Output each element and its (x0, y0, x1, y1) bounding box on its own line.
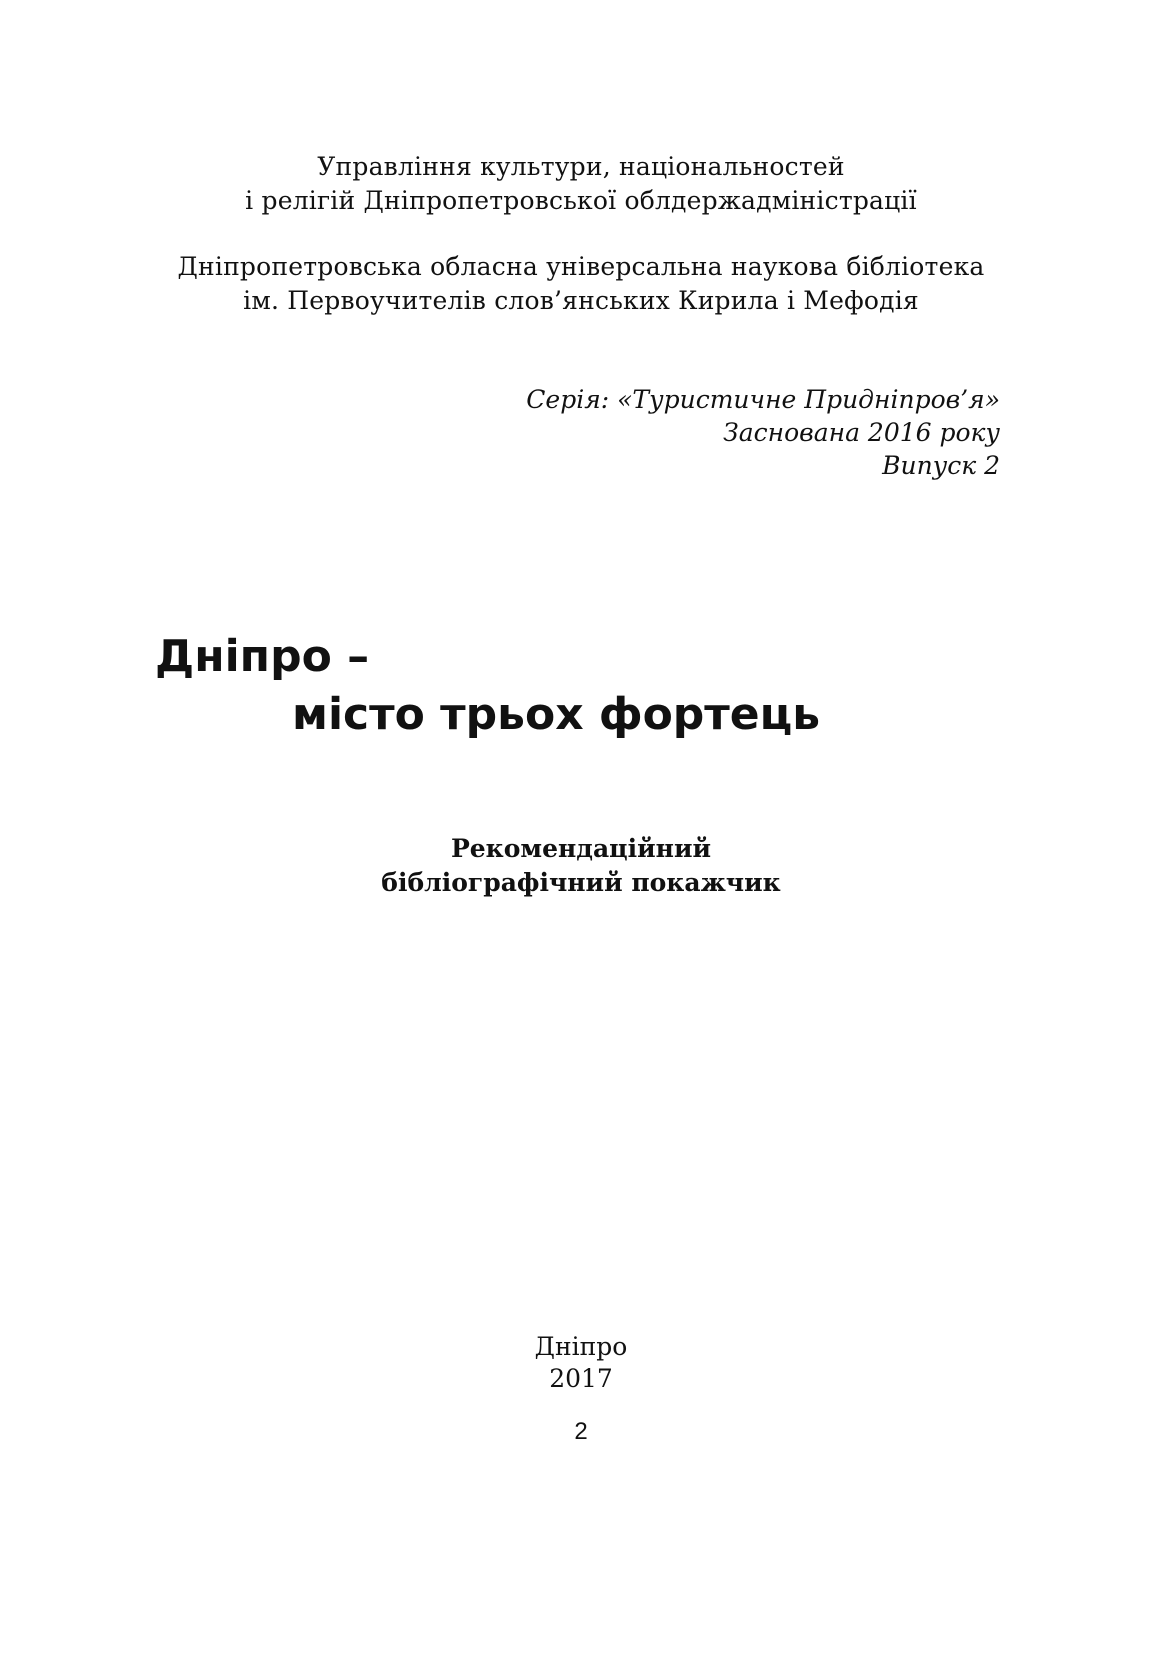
subtitle-line-1: Рекомендаційний (450, 834, 712, 863)
series-issue: Випуск 2 (882, 451, 1000, 480)
library-line-1: Дніпропетровська обласна універсальна наукова бібліотека (177, 252, 985, 281)
organization-line-1: Управління культури, національностей (317, 152, 845, 181)
series-founded: Заснована 2016 року (723, 418, 1000, 447)
imprint-city: Дніпро (534, 1332, 628, 1361)
subtitle-line-2: бібліографічний покажчик (381, 868, 781, 897)
imprint (0, 1331, 1162, 1395)
library-line-2: ім. Первоучителів слов’янських Кирила і Мефодія (243, 286, 919, 315)
title-line-2: місто трьох фортець (292, 689, 821, 740)
organization-header (0, 150, 1162, 218)
organization-line-2: і релігій Дніпропетровської облдержадміністрації (245, 186, 917, 215)
page-number: 2 (574, 1418, 588, 1445)
library-header (0, 250, 1162, 318)
series-name: Серія: «Туристичне Придніпров’я» (526, 385, 1000, 414)
subtitle (0, 832, 1162, 900)
imprint-year: 2017 (549, 1364, 613, 1393)
series-info (0, 383, 1000, 482)
title-line-1: Дніпро – (155, 631, 370, 682)
